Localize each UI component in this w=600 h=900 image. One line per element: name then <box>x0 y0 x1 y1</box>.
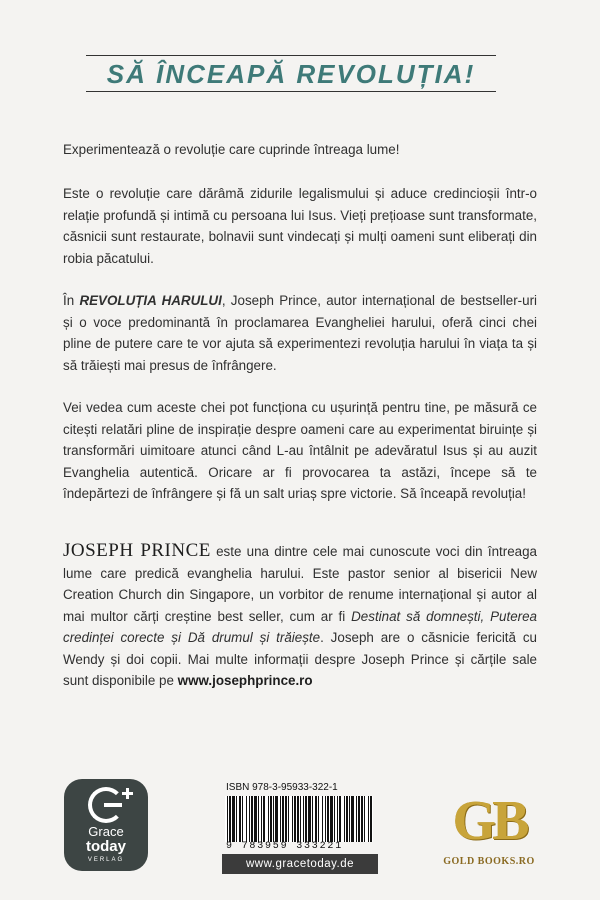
barcode-bar <box>236 796 237 842</box>
barcode-bar <box>327 796 329 842</box>
author-name: JOSEPH PRINCE <box>63 540 211 561</box>
barcode-bar <box>249 796 250 842</box>
paragraph-text: Experimentează o revoluție care cuprinde întreaga lume! <box>63 142 400 157</box>
author-books: Destinat să domnești, Puterea credinței corecte și Dă drumul și trăiește <box>63 608 537 645</box>
paragraph-text <box>63 290 537 376</box>
barcode-bar <box>344 796 345 842</box>
headline-bottom-rule <box>86 91 496 92</box>
publisher-website-link[interactable]: www.gracetoday.de <box>222 854 378 874</box>
barcode-bar <box>227 796 228 842</box>
barcode-bar <box>282 796 284 842</box>
gb-logo-letters: GB <box>452 790 526 852</box>
barcode-bar <box>239 796 241 842</box>
barcode-bar <box>292 796 293 842</box>
barcode-bar <box>322 796 323 842</box>
barcode-bar <box>297 796 299 842</box>
barcode-bar <box>300 796 301 842</box>
barcode-bar <box>263 796 265 842</box>
barcode-bar <box>325 796 326 842</box>
barcode-bar <box>334 796 335 842</box>
isbn-barcode <box>225 796 373 842</box>
barcode-bar <box>346 796 348 842</box>
book-title: REVOLUȚIA HARULUI <box>79 293 222 308</box>
barcode-bar <box>349 796 350 842</box>
author-text-2: . Joseph are o căsnicie fericită cu Wendy și doi copii. Mai multe informații despre Joseph Prince și cărțile sale sunt disponibile pe <box>63 630 537 688</box>
logo-word-grace: Grace <box>88 824 124 839</box>
barcode-bar <box>358 796 360 842</box>
logo-word-verlag: VERLAG <box>87 857 125 863</box>
barcode-bar <box>315 796 317 842</box>
author-bio <box>63 540 537 692</box>
author-text-1: este una dintre cele mai cunoscute voci din întreaga lume care predică evanghelia harului. Este pastor senior al bisericii New Creation Church din Singapore, un vorbitor de renume internațional și autor al mai multor cărți creștine best seller, cum ar fi <box>63 544 537 624</box>
barcode-bar <box>232 796 235 842</box>
barcode-bar <box>246 796 247 842</box>
barcode-bar <box>364 796 365 842</box>
gold-books-logo <box>437 790 541 874</box>
paragraph-rest: , Joseph Prince, autor internațional de bestseller-uri și o voce predominantă în proclamarea Evangheliei harului, oferă cinci chei pline de putere care te vor ajuta să experimentezi revoluția harului în viața ta și să trăiești mai presus de înfrângere. <box>63 293 538 373</box>
paragraph-text: Este o revoluție care dărâmă zidurile legalismului și aduce credincioșii într-o relație profundă și intimă cu persoana lui Isus. Vieți prețioase sunt transformate, căsnicii sunt restaurate, bolnavii sunt vindecați și mulți oameni sunt eliberați din robia păcatului. <box>63 186 537 266</box>
barcode-bar <box>337 796 338 842</box>
barcode-bar <box>294 796 296 842</box>
barcode-bar <box>275 796 278 842</box>
paragraph-text: Vei vedea cum aceste chei pot funcționa cu ușurință pentru tine, pe măsură ce citești relatări pline de inspirație despre oameni care au experimentat biruințe și transformări uimitoare atunci când L-au întâlnit pe adevăratul Isus și au auzit Evanghelia autentică. Oricare ar fi provocarea ta astăzi, începe să te îndepărtezi de înfrângere și fă un salt uriaș spre victorie. Să înceapă revoluția! <box>63 400 537 501</box>
barcode-bar <box>368 796 369 842</box>
barcode-bar <box>258 796 259 842</box>
barcode-bar <box>242 796 243 842</box>
barcode-bar <box>273 796 274 842</box>
paragraph-intro <box>63 139 537 161</box>
barcode-bar <box>351 796 354 842</box>
headline: SĂ ÎNCEAPĂ REVOLUȚIA! <box>106 59 476 89</box>
barcode-bar <box>356 796 357 842</box>
barcode-bar <box>361 796 363 842</box>
plus-icon <box>122 792 133 795</box>
gold-books-wordmark: GOLD BOOKS.RO <box>443 856 535 867</box>
g-bar-icon <box>104 803 122 807</box>
barcode-bar <box>370 796 372 842</box>
logo-word-today: today <box>85 838 126 855</box>
paragraph-revolution <box>63 183 537 269</box>
barcode-bar <box>303 796 304 842</box>
barcode-bar <box>330 796 333 842</box>
author-website-link[interactable]: www.josephprince.ro <box>177 673 313 688</box>
paragraph-book-summary <box>63 290 537 376</box>
barcode-bar <box>305 796 307 842</box>
paragraph-keys <box>63 397 537 505</box>
barcode-bar <box>318 796 319 842</box>
barcode-bar <box>268 796 269 842</box>
barcode-bar <box>288 796 289 842</box>
barcode-bar <box>261 796 262 842</box>
barcode-bar <box>254 796 257 842</box>
headline-top-rule <box>86 55 496 56</box>
barcode-bar <box>312 796 313 842</box>
barcode-bar <box>270 796 272 842</box>
barcode-bar <box>308 796 311 842</box>
barcode-bar <box>339 796 341 842</box>
barcode-bar <box>285 796 287 842</box>
barcode-bar <box>229 796 231 842</box>
paragraph-prefix: În <box>63 293 80 308</box>
barcode-digits: 9 783959 333221 <box>226 841 344 852</box>
barcode-bar <box>251 796 253 842</box>
barcode-bar <box>280 796 281 842</box>
isbn-label: ISBN 978-3-95933-322-1 <box>226 782 338 793</box>
grace-today-logo <box>64 779 148 871</box>
